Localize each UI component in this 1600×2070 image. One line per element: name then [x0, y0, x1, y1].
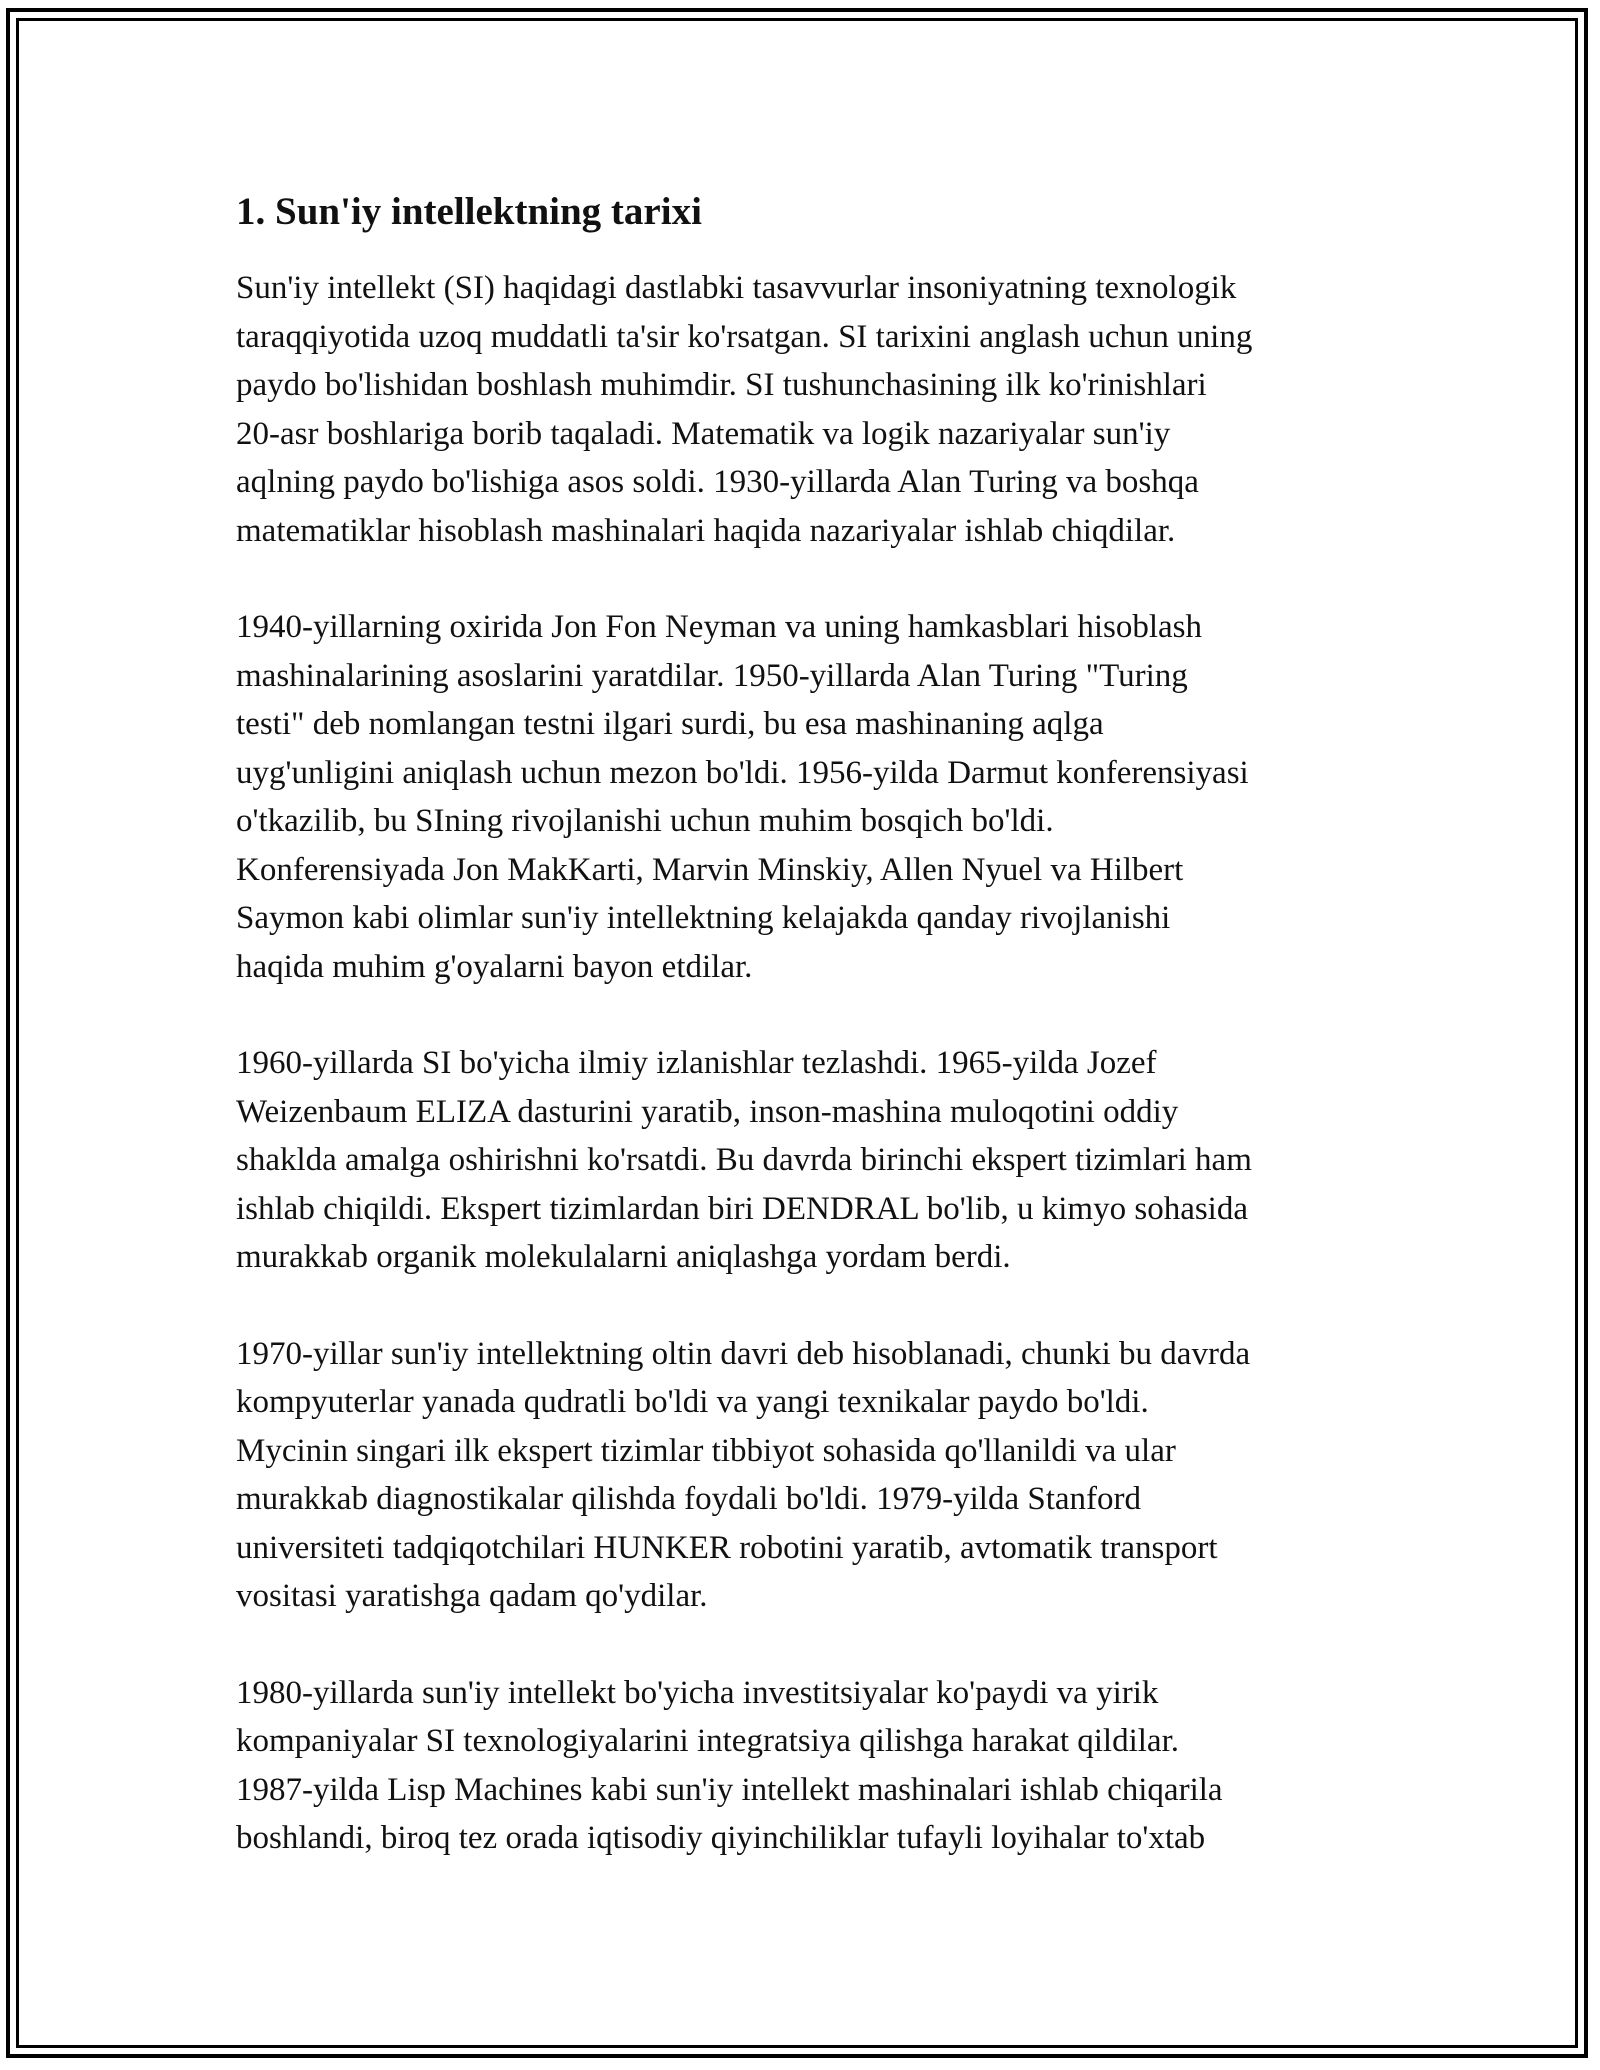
paragraph-2: 1940-yillarning oxirida Jon Fon Neyman va uning hamkasblari hisoblash mashinalarining asoslarini yaratdilar. 1950-yillarda Alan Turing "Turing testi" deb nomlangan testni ilgari surdi, bu esa mashinaning aqlga uyg'unligini aniqlash uchun mezon bo'ldi. 1956-yilda Darmut konferensiyasi o'tkazilib, bu SIning rivojlanishi uchun muhim bosqich bo'ldi. Konferensiyada Jon MakKarti, Marvin Minskiy, Allen Nyuel va Hilbert Saymon kabi olimlar sun'iy intellektning kelajakda qanday rivojlanishi haqida muhim g'oyalarni bayon etdilar. — [236, 609, 1249, 985]
document-body — [236, 186, 1376, 1911]
paragraph-3: 1960-yillarda SI bo'yicha ilmiy izlanishlar tezlashdi. 1965-yilda Jozef Weizenbaum ELIZA dasturini yaratib, inson-mashina muloqotini oddiy shakldа amalga oshirishni ko'rsatdi. Bu davrda birinchi ekspert tizimlari ham ishlab chiqildi. Ekspert tizimlardan biri DENDRAL bo'lib, u kimyo sohasida murakkab organik molekulalarni aniqlashga yordam berdi. — [236, 1045, 1252, 1275]
section-heading: 1. Sun'iy intellektning tarixi — [236, 190, 702, 233]
paragraph-1: Sun'iy intellekt (SI) haqidagi dastlabki tasavvurlar insoniyatning texnologik taraqqiyotida uzoq muddatli ta'sir ko'rsatgan. SI tarixini anglash uchun uning paydo bo'lishidan boshlash muhimdir. SI tushunchasining ilk ko'rinishlari 20-asr boshlariga borib taqaladi. Matematik va logik nazariyalar sun'iy aqlning paydo bo'lishiga asos soldi. 1930-yillarda Alan Turing va boshqa matematiklar hisoblash mashinalari haqida nazariyalar ishlab chiqdilar. — [236, 270, 1253, 549]
paragraph-4: 1970-yillar sun'iy intellektning oltin davri deb hisoblanadi, chunki bu davrda kompyuterlar yanada qudratli bo'ldi va yangi texnikalar paydo bo'ldi. Mycinin singari ilk ekspert tizimlar tibbiyot sohasida qo'llanildi va ular murakkab diagnostikalar qilishda foydali bo'ldi. 1979-yilda Stanford universiteti tadqiqotchilari HUNKER robotini yaratib, avtomatik transport vositasi yaratishga qadam qo'ydilar. — [236, 1335, 1251, 1614]
paragraph-5: 1980-yillarda sun'iy intellekt bo'yicha investitsiyalar ko'paydi va yirik kompaniyalar SI texnologiyalarini integratsiya qilishga harakat qildilar. 1987-yilda Lisp Machines kabi sun'iy intellekt mashinalari ishlab chiqarila boshlandi, biroq tez orada iqtisodiy qiyinchiliklar tufayli loyihalar to'xtab — [236, 1674, 1223, 1856]
